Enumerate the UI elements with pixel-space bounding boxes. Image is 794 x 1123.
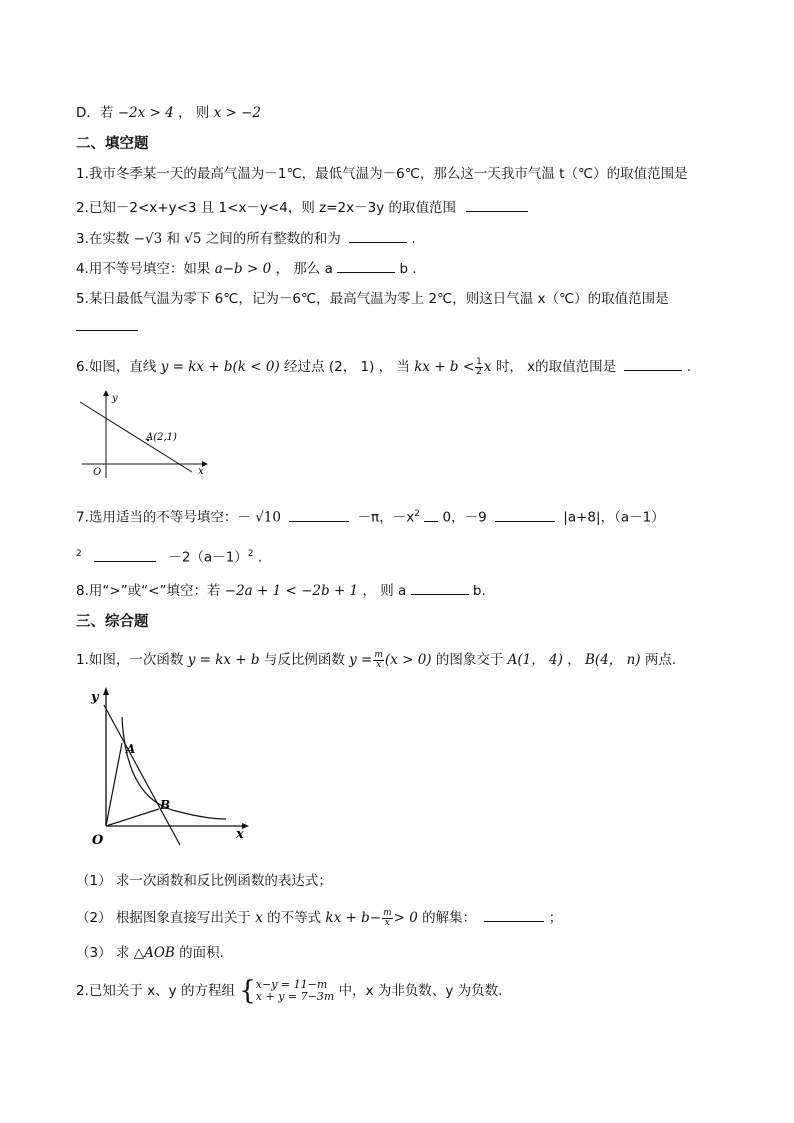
y-axis-arrow — [103, 687, 109, 695]
question-8: 8.用“>”或“<”填空：若 −2a + 1 < −2b + 1 ， 则 a b. — [76, 580, 486, 601]
question-5: 5.某日最低气温为零下 6℃，记为－6℃，最高气温为零上 2℃，则这日气温 x（℃）的取值范围是 — [76, 291, 669, 307]
answer-blank[interactable] — [466, 197, 528, 212]
question-4: 4.用不等号填空：如果 a−b > 0 ， 那么 a b . — [76, 258, 417, 279]
equation-system: x−y = 11−m x + y = 7−3m — [255, 978, 335, 1003]
line-graph-figure — [76, 388, 216, 480]
question-7-line-2: $^2 -2(a-1)^2$ . — [76, 544, 262, 568]
answer-blank[interactable] — [94, 547, 156, 562]
question-6: 6.如图，直线 y = kx + b(k < 0) 经过点 (2， 1) ， 当 kx + b < $\frac{1}{2}$ x 时， x的取值范围是 . — [76, 356, 691, 377]
section-heading: 二、填空题 — [76, 136, 149, 152]
segment-ob — [106, 809, 159, 826]
fraction: $\frac{m}{x}$ — [383, 907, 392, 928]
answer-blank[interactable] — [624, 356, 682, 371]
point-a-label: A(2,1) — [146, 432, 177, 443]
answer-blank[interactable] — [289, 507, 349, 522]
answer-blank[interactable] — [349, 228, 407, 243]
x-axis-label: x — [198, 466, 204, 477]
fraction: $\frac{m}{x}$ — [374, 649, 383, 670]
x-axis-label: x — [236, 827, 244, 842]
question-1: 1.我市冬季某一天的最高气温为－1℃，最低气温为－6℃，那么这一天我市气温 t（℃）的取值范围是 — [76, 166, 688, 182]
answer-blank[interactable] — [411, 580, 469, 595]
point-b-label: B — [160, 798, 171, 812]
y-axis-arrow — [103, 390, 109, 396]
option-d: D．若 −2x > 4 ， 则 x > −2 — [76, 105, 262, 121]
point-a-label: A — [126, 742, 136, 756]
y-axis-label: y — [112, 393, 118, 404]
function-graph-figure — [86, 683, 254, 853]
question-7: 7.选用适当的不等号填空：－ √10 －π，$-x^2$ 0，－9 |a+8|，（a－1） — [76, 504, 665, 528]
answer-blank[interactable] — [76, 316, 138, 331]
answer-blank[interactable] — [495, 507, 555, 522]
sub-question-1: （1） 求一次函数和反比例函数的表达式； — [76, 873, 332, 889]
question-2: 2.已知－2<x+y<3 且 1<x－y<4，则 z=2x－3y 的取值范围 — [76, 197, 528, 218]
sub-question-2: （2） 根据图象直接写出关于 x 的不等式 kx + b− $\frac{m}{x}$ > 0 的解集： ； — [76, 907, 563, 928]
origin-label: O — [92, 833, 104, 848]
question-5-blank-line — [76, 316, 138, 337]
comprehensive-question-2: 2.已知关于 x、y 的方程组 { x−y = 11−m x + y = 7−3m 中，x 为非负数、y 为负数. — [76, 976, 503, 1006]
answer-blank[interactable] — [424, 507, 438, 522]
answer-blank[interactable] — [337, 258, 395, 273]
origin-label: O — [93, 467, 102, 478]
segment-oa — [106, 743, 122, 826]
answer-blank[interactable] — [484, 907, 544, 922]
fraction: $\frac{1}{2}$ — [476, 356, 482, 377]
y-axis-label: y — [91, 690, 99, 705]
sub-question-3: （3） 求 △AOB 的面积． — [76, 945, 234, 961]
question-3: 3.在实数 −√3 和 √5 之间的所有整数的和为 . — [76, 228, 416, 249]
section-heading: 三、综合题 — [76, 614, 149, 630]
brace: { — [239, 976, 256, 1006]
comprehensive-question-1: 1.如图，一次函数 y = kx + b 与反比例函数 y = $\frac{m}{x}$ (x > 0) 的图象交于 A(1， 4) ， B(4， n) 两点． — [76, 649, 686, 670]
